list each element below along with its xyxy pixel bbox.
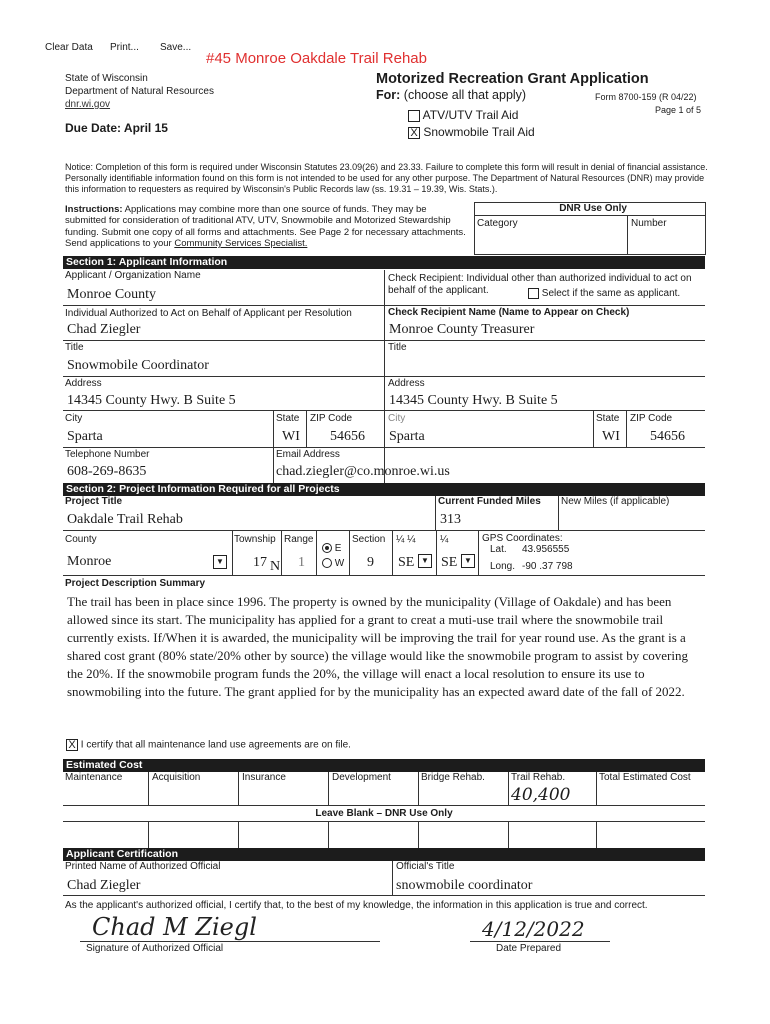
print-button[interactable]: Print... [110,42,139,53]
signature[interactable]: Chad M Ziegl [92,913,257,941]
trail-rehab-value[interactable]: 40,400 [511,785,571,805]
phone-label: Telephone Number [65,449,150,460]
lat-value[interactable]: 43.956555 [522,544,570,555]
county-dropdown-chevron-icon[interactable]: ▼ [213,555,227,569]
cert-title-value[interactable]: snowmobile coordinator [396,878,533,893]
current-miles-label: Current Funded Miles [438,496,541,507]
cost-col-development: Development [332,772,391,783]
cost-header: Estimated Cost [63,759,705,772]
q-value[interactable]: SE [441,555,458,570]
qq-value[interactable]: SE [398,555,415,570]
cost-columns [63,772,705,806]
for-line [376,88,526,102]
section1-header: Section 1: Applicant Information [63,256,705,269]
cost-col-maintenance: Maintenance [65,772,123,783]
city-label: City [65,413,83,424]
county-value[interactable]: Monroe [67,554,112,569]
current-miles-value[interactable]: 313 [440,512,461,527]
agency-line2: Department of Natural Resources [65,86,214,97]
for-label: For: [376,88,401,102]
r-zip-label: ZIP Code [630,413,673,424]
instructions-lead: Instructions: [65,204,123,215]
due-date: Due Date: April 15 [65,121,168,135]
date-prepared-label: Date Prepared [496,943,562,954]
section-value[interactable]: 9 [367,555,374,570]
auth-label: Individual Authorized to Act on Behalf of Applicant per Resolution [65,308,352,319]
dnr-use-box [474,202,706,255]
form-title: Motorized Recreation Grant Application [376,71,649,87]
city-value[interactable]: Sparta [67,429,103,444]
r-address-value[interactable]: 14345 County Hwy. B Suite 5 [389,393,558,408]
specialist-link[interactable]: Community Services Specialist. [174,237,308,249]
section2-header: Section 2: Project Information Required for all Projects [63,483,705,496]
address-value[interactable]: 14345 County Hwy. B Suite 5 [67,393,236,408]
section-label: Section [352,534,386,545]
org-value[interactable]: Monroe County [67,287,157,302]
zip-label: ZIP Code [310,413,353,424]
page-number: Page 1 of 5 [655,105,702,115]
title-label: Title [65,342,84,353]
dnr-use-title: DNR Use Only [475,203,705,216]
zip-value[interactable]: 54656 [330,429,365,444]
east-radio[interactable]: E [322,543,341,554]
email-label: Email Address [276,449,340,460]
summary-text[interactable]: The trail has been in place since 1996. The property is owned by the municipality (Village of Oakdale) and has been allowed since its start. The municipality has applied for a grant to creat a muti-use trail where the snowmobile trail currently exists. If/When it is awarded, the municipality will be improving the trail for year round use. As the grant is a shared cost grant (80% state/20% other by source) the village would like the snowmobile program to assist by covering the 20%. If the snowmobile program funds the 20%, the village will enact a local resolution to ensure its use to snowmobiling into the future. The grant applied for by the municipality has an expected award date of the fall of 2022. [67,594,688,699]
instructions-text: Applications may combine more than one source of funds. They may be submitted for consideration of traditional ATV, UTV, Snowmobile and Motorized Stewardship funding. Submit one copy of all forms and attachments. See Page 2 for necessary attachments. Send applications to your [65,204,466,249]
certify-maintenance-text: I certify that all maintenance land use agreements are on file. [80,739,351,751]
r-city-value[interactable]: Sparta [389,429,425,444]
same-as-applicant[interactable] [528,288,680,299]
cert-title-label: Official's Title [396,861,455,872]
cost-col-total: Total Estimated Cost [599,772,691,783]
r-state-label: State [596,413,620,424]
r-title-label: Title [388,342,407,353]
signature-label: Signature of Authorized Official [86,943,224,954]
snowmobile-checkbox[interactable]: X [408,127,420,139]
cost-col-bridge: Bridge Rehab. [421,772,485,783]
instructions [65,204,468,249]
notice-text: Notice: Completion of this form is required under Wisconsin Statutes 23.09(26) and 23.33. Failure to complete this form will result in denial of financial assistance. Personally identifiable information found on this form is not intended to be used for any other purpose. The Department of Natural Resources (DNR) may provide this information to requesters as required by Wisconsin's Public Records law (ss. 19.31 – 19.39, Wis. Stats.). [65,162,708,194]
new-miles-label: New Miles (if applicable) [561,496,670,507]
county-label: County [65,534,97,545]
qq-dropdown-chevron-icon[interactable]: ▼ [418,554,432,568]
gps-label: GPS Coordinates: [482,533,563,544]
township-value[interactable]: 17 [253,555,267,570]
project-title-value[interactable]: Oakdale Trail Rehab [67,512,183,527]
project-title-label: Project Title [65,496,123,507]
west-radio-icon[interactable] [322,558,332,568]
dnr-category-label: Category [477,218,518,229]
date-prepared-value[interactable]: 4/12/2022 [482,917,585,941]
township-label: Township [234,534,276,545]
cost-col-insurance: Insurance [242,772,286,783]
auth-value[interactable]: Chad Ziegler [67,322,141,337]
summary-label: Project Description Summary [65,578,206,589]
cert-name-label: Printed Name of Authorized Official [65,861,221,872]
cert-name-value[interactable]: Chad Ziegler [67,878,141,893]
email-value[interactable]: chad.ziegler@co.monroe.wi.us [276,464,450,479]
certify-maintenance-checkbox[interactable]: X [66,739,78,751]
leave-blank-label: Leave Blank – DNR Use Only [315,808,453,819]
west-radio[interactable]: W [322,558,344,569]
township-suffix: N [270,559,281,574]
agency-line1: State of Wisconsin [65,73,148,84]
same-as-checkbox[interactable] [528,288,539,299]
q-dropdown-chevron-icon[interactable]: ▼ [461,554,475,568]
for-note: (choose all that apply) [403,88,527,102]
east-radio-icon[interactable] [322,543,332,553]
form-number: Form 8700-159 (R 04/22) [595,92,697,102]
option-atv[interactable] [408,108,518,122]
phone-value[interactable]: 608-269-8635 [67,464,147,479]
same-as-label: Select if the same as applicant. [541,288,681,300]
qq-label: ¼ ¼ [396,534,416,545]
check-recipient-note: Check Recipient: Individual other than authorized individual to act on behalf of the applicant. [388,273,692,296]
state-value[interactable]: WI [282,429,300,444]
long-label: Long. [490,561,516,572]
r-city-label: City [388,413,406,424]
clear-data-button[interactable]: Clear Data [45,42,93,53]
save-button[interactable]: Save... [160,42,192,53]
recipient-value[interactable]: Monroe County Treasurer [389,322,535,337]
address-label: Address [65,378,102,389]
cost-col-trail-rehab: Trail Rehab. [511,772,566,783]
certify-maintenance[interactable] [66,739,351,751]
lat-label: Lat. [490,544,507,555]
cert-statement: As the applicant's authorized official, I certify that, to the best of my knowledge, the information in this application is true and correct. [65,900,648,911]
atv-label: ATV/UTV Trail Aid [422,108,519,122]
long-value[interactable]: -90 .37 798 [522,561,573,572]
range-value[interactable]: 1 [298,555,305,570]
atv-checkbox[interactable] [408,110,420,122]
state-label: State [276,413,300,424]
snowmobile-label: Snowmobile Trail Aid [423,125,535,139]
agency-block [65,72,214,111]
r-state-value[interactable]: WI [602,429,620,444]
recipient-label: Check Recipient Name (Name to Appear on Check) [388,307,630,318]
dnr-link[interactable]: dnr.wi.gov [65,99,111,110]
org-label: Applicant / Organization Name [65,270,201,281]
r-zip-value[interactable]: 54656 [650,429,685,444]
dnr-number-label: Number [631,218,667,229]
q-label: ¼ [440,534,449,545]
dnr-use-row [63,821,705,849]
certification-header: Applicant Certification [63,848,705,861]
cost-col-acquisition: Acquisition [152,772,201,783]
r-address-label: Address [388,378,425,389]
title-value[interactable]: Snowmobile Coordinator [67,358,209,373]
option-snowmobile[interactable] [408,125,535,139]
range-label: Range [284,534,314,545]
handwritten-title: #45 Monroe Oakdale Trail Rehab [206,50,427,67]
